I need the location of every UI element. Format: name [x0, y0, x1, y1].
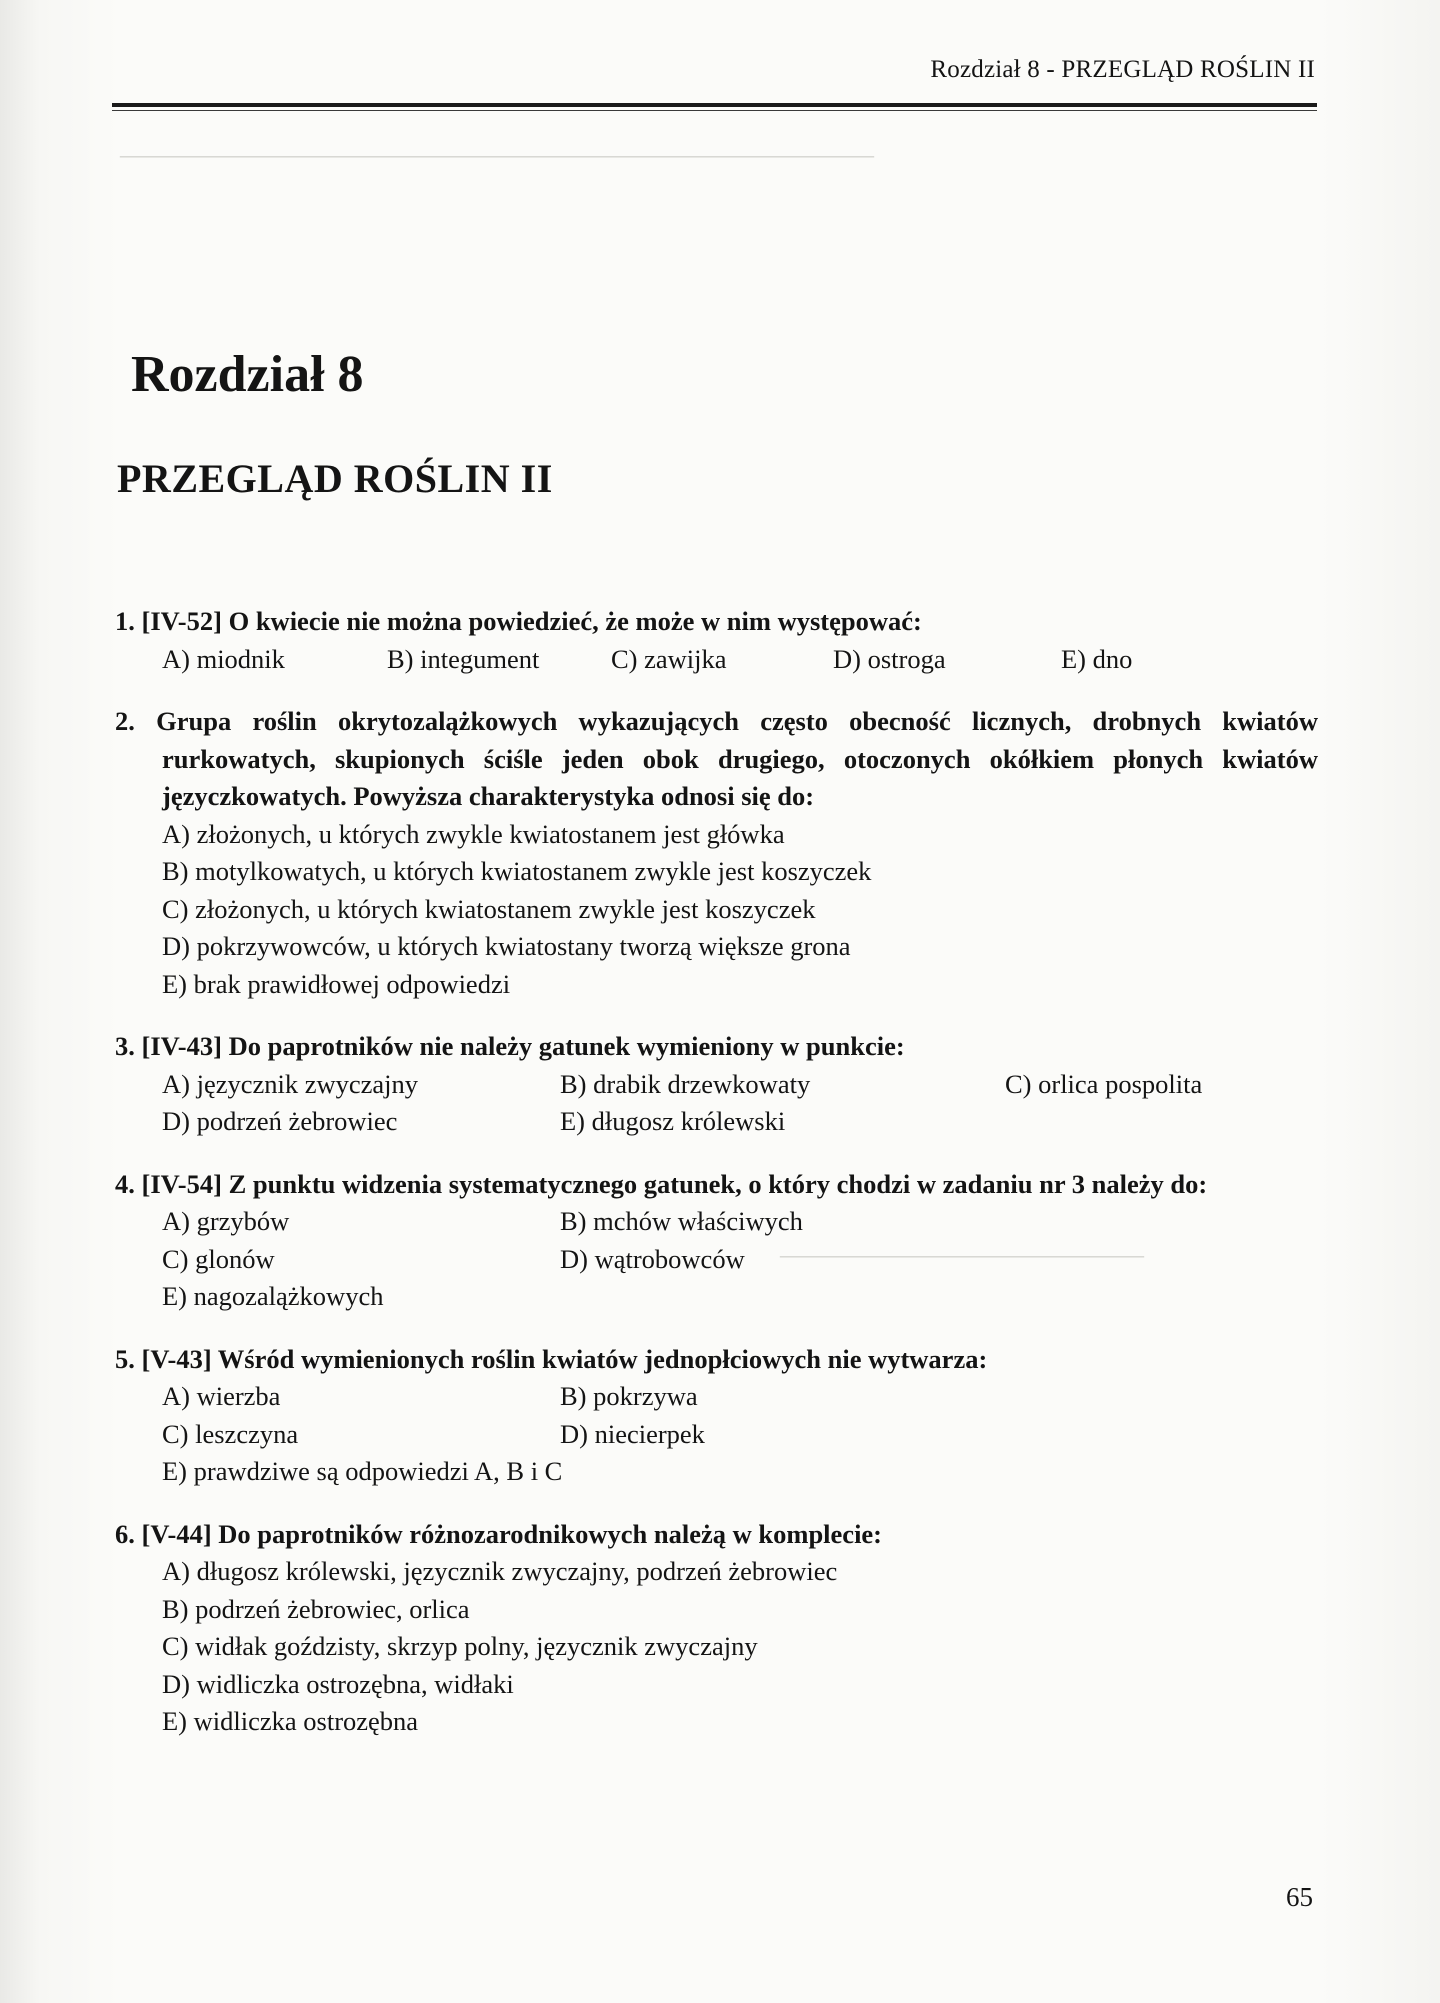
question-1 [115, 603, 1318, 678]
question-text: 3. [IV-43] Do paprotników nie należy gatunek wymieniony w punkcie: [115, 1031, 905, 1061]
page-number: 65 [1286, 1882, 1313, 1912]
answer-option: B) mchów właściwych [560, 1206, 803, 1236]
answer-option: A) wierzba [162, 1381, 281, 1411]
question-2 [115, 703, 1318, 1003]
answer-option: E) długosz królewski [560, 1106, 786, 1136]
question-text: 5. [V-43] Wśród wymienionych roślin kwiatów jednopłciowych nie wytwarza: [115, 1343, 988, 1374]
answer-row [115, 1378, 1318, 1416]
answer-option: A) języcznik zwyczajny [162, 1068, 419, 1099]
answer-option: C) widłak goździsty, skrzyp polny, języcznik zwyczajny [162, 1631, 758, 1661]
answer-option: C) leszczyna [162, 1418, 299, 1449]
answer-row [115, 1453, 1318, 1491]
answer-option: A) grzybów [162, 1206, 290, 1236]
answer-option: E) prawdziwe są odpowiedzi A, B i C [162, 1456, 563, 1486]
bleed-through-decoration: ————————————————————————————— [120, 140, 874, 169]
header-rule [112, 103, 1317, 107]
answer-option: D) widliczka ostrozębna, widłaki [162, 1668, 514, 1699]
answer-option: B) podrzeń żebrowiec, orlica [162, 1593, 470, 1624]
answer-row [115, 1278, 1318, 1316]
answer-list [115, 1553, 1318, 1741]
answer-option: D) pokrzywowców, u których kwiatostany tworzą większe grona [162, 931, 851, 961]
answer-option: E) nagozalążkowych [162, 1281, 384, 1311]
answer-row [115, 1203, 1318, 1241]
answer-row [115, 1066, 1318, 1104]
answer-list [115, 816, 1318, 1004]
answer-option: E) widliczka ostrozębna [162, 1706, 419, 1736]
answer-row [115, 641, 1318, 679]
answer-option: C) zawijka [611, 643, 727, 674]
answer-option: D) podrzeń żebrowiec [162, 1106, 398, 1136]
answer-row [115, 1103, 1318, 1141]
answer-row [115, 1241, 1318, 1279]
answer-option: D) ostroga [833, 643, 946, 674]
question-3 [115, 1028, 1318, 1141]
question-4 [115, 1166, 1318, 1316]
question-text: 2. Grupa roślin okrytozalążkowych wykazujących często obecność licznych, drobnych kwiatów rurkowatych, skupionych ściśle jeden obok drugiego, otoczonych okółkiem płonych kwiatów języczkowatych. Powyższa charakterystyka odnosi się do: [115, 706, 1318, 811]
bleed-through-decoration: —————————————— [780, 1240, 1144, 1269]
answer-option: E) brak prawidłowej odpowiedzi [162, 968, 511, 999]
answer-option: A) złożonych, u których zwykle kwiatostanem jest główka [162, 818, 785, 849]
question-5 [115, 1341, 1318, 1491]
answer-option: D) wątrobowców [560, 1243, 745, 1274]
answer-option: B) drabik drzewkowaty [560, 1068, 811, 1099]
chapter-subtitle: PRZEGLĄD ROŚLIN II [117, 456, 553, 501]
answer-option: C) złożonych, u których kwiatostanem zwykle jest koszyczek [162, 893, 816, 924]
running-head: Rozdział 8 - PRZEGLĄD ROŚLIN II [930, 56, 1315, 83]
answer-option: B) pokrzywa [560, 1381, 698, 1411]
question-text: 1. [IV-52] O kwiecie nie można powiedzieć, że może w nim występować: [115, 606, 922, 636]
answer-option: A) długosz królewski, języcznik zwyczajny, podrzeń żebrowiec [162, 1556, 838, 1586]
header-rule-thin [112, 110, 1317, 111]
chapter-title: Rozdział 8 [131, 346, 364, 403]
question-text: 4. [IV-54] Z punktu widzenia systematycznego gatunek, o który chodzi w zadaniu nr 3 należy do: [115, 1168, 1208, 1199]
answer-option: B) motylkowatych, u których kwiatostanem zwykle jest koszyczek [162, 856, 872, 886]
question-6 [115, 1516, 1318, 1741]
answer-row [115, 1416, 1318, 1454]
question-list [115, 603, 1318, 1766]
answer-option: D) niecierpek [560, 1418, 705, 1449]
answer-option: B) integument [387, 643, 540, 674]
question-text: 6. [V-44] Do paprotników różnozarodnikowych należą w komplecie: [115, 1518, 883, 1549]
answer-option: A) miodnik [162, 643, 285, 674]
answer-option: C) glonów [162, 1243, 275, 1274]
answer-option: E) dno [1061, 643, 1133, 674]
answer-option: C) orlica pospolita [1005, 1068, 1203, 1099]
